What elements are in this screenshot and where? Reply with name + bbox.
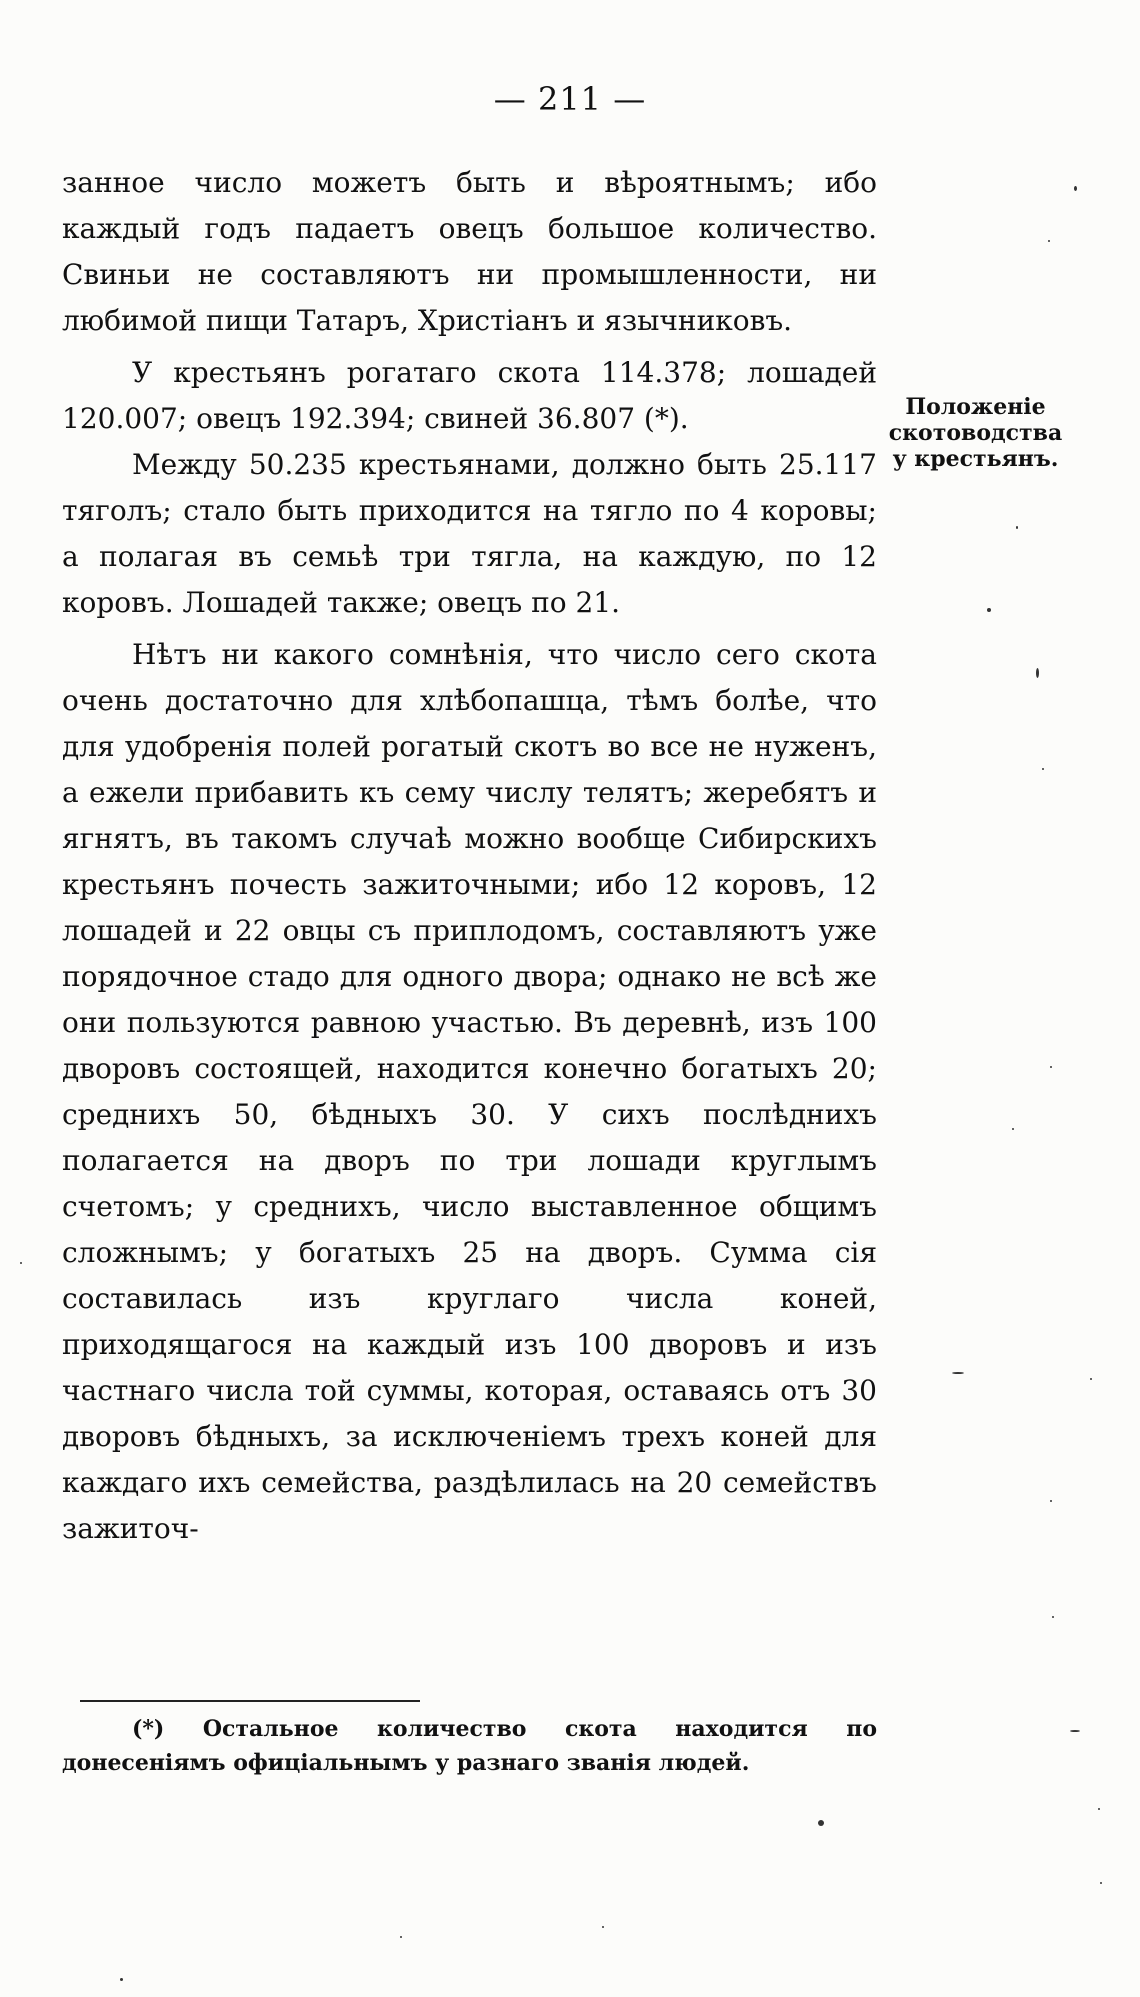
scan-speck <box>1100 1882 1102 1884</box>
scan-speck <box>1012 1128 1014 1130</box>
scan-speck <box>1048 240 1050 242</box>
scan-speck <box>1090 1378 1092 1380</box>
paragraph-2: У крестьянъ рогатаго скота 114.378; лошадей 120.007; овецъ 192.394; свиней 36.807 (*). <box>62 356 877 435</box>
scan-speck <box>1036 668 1039 678</box>
scan-speck <box>120 1978 123 1981</box>
scan-speck <box>1074 186 1077 191</box>
scan-speck <box>1050 1500 1052 1502</box>
scan-speck <box>987 608 991 612</box>
footnote: (*) Остальное количество скота находится по донесеніямъ офиціальнымъ у разнаго званія людей. <box>62 1716 877 1776</box>
scan-speck <box>1098 1808 1100 1810</box>
scan-speck <box>1050 1066 1052 1068</box>
margin-note: Положеніе скотоводства у крестьянъ. <box>888 394 1063 472</box>
scan-speck <box>1070 1730 1080 1732</box>
scan-speck <box>1052 1616 1054 1618</box>
scan-speck <box>952 1372 964 1374</box>
scan-speck <box>602 1926 604 1928</box>
scan-speck <box>20 1262 22 1264</box>
body-text <box>62 160 877 1552</box>
scan-speck <box>400 1936 402 1938</box>
scan-speck <box>1042 768 1044 770</box>
page-number: — 211 — <box>493 80 647 118</box>
paragraph-3: Между 50.235 крестьянами, должно быть 25.117 тяголъ; стало быть приходится на тягло по 4 коровы; а полагая въ семьѣ три тягла, на каждую, по 12 коровъ. Лошадей также; овецъ по 21. <box>62 448 877 619</box>
scan-speck <box>1016 526 1018 529</box>
paragraph-4: Нѣтъ ни какого сомнѣнія, что число сего скота очень достаточно для хлѣбопашца, тѣмъ болѣе, что для удобренія полей рогатый скотъ во все не нуженъ, а ежели прибавить къ сему числу телятъ; жеребятъ и ягнятъ, въ такомъ случаѣ можно вообще Сибирскихъ крестьянъ почесть зажиточными; ибо 12 коровъ, 12 лошадей и 22 овцы съ приплодомъ, составляютъ уже порядочное стадо для одного двора; однако не всѣ же они пользуются равною участью. Въ деревнѣ, изъ 100 дворовъ состоящей, находится конечно богатыхъ 20; среднихъ 50, бѣдныхъ 30. У сихъ послѣднихъ полагается на дворъ по три лошади круглымъ счетомъ; у среднихъ, число выставленное общимъ сложнымъ; у богатыхъ 25 на дворъ. Сумма сія составилась изъ круглаго числа коней, приходящагося на каждый изъ 100 дворовъ и изъ частнаго числа той суммы, которая, оставаясь отъ 30 дворовъ бѣдныхъ, за исключеніемъ трехъ коней для каждаго ихъ семейства, раздѣлилась на 20 семействъ зажиточ- <box>62 638 877 1545</box>
footnote-divider <box>80 1700 420 1702</box>
paragraph-1: занное число можетъ быть и вѣроятнымъ; ибо каждый годъ падаетъ овецъ большое количество. Свиньи не составляютъ ни промышленности, ни любимой пищи Татаръ, Христіанъ и язычниковъ. <box>62 166 877 337</box>
scan-speck <box>818 1820 824 1826</box>
